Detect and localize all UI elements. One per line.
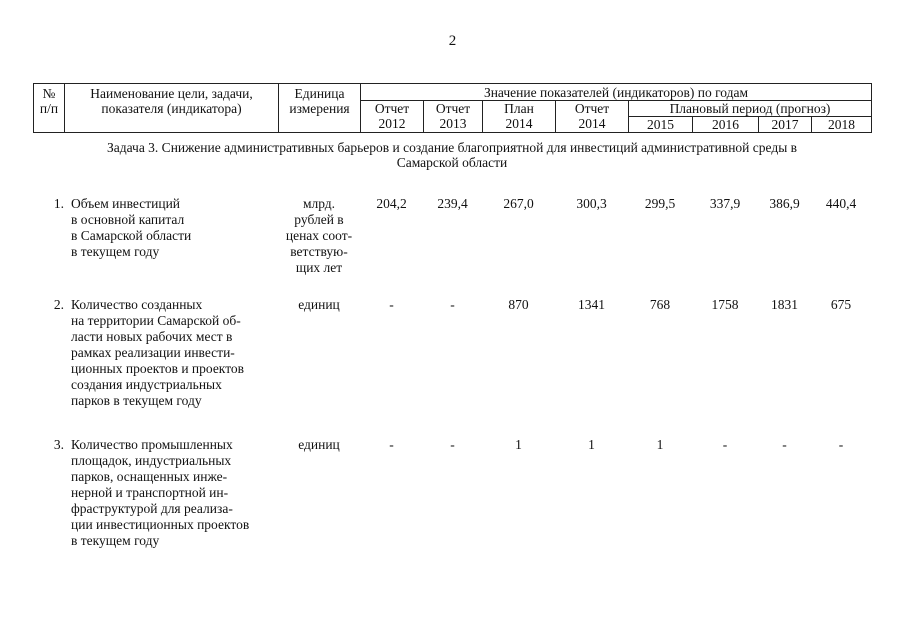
year-col-7: 2017	[759, 117, 812, 133]
value-cell: 1758	[711, 297, 739, 312]
value-cell: 300,3	[576, 196, 607, 211]
plan-period-header: Плановый период (прогноз)	[629, 101, 872, 117]
value-cell: -	[389, 437, 394, 452]
value-cell: 267,0	[503, 196, 534, 211]
row-number: 3.	[53, 437, 64, 452]
col-header-num: № п/п	[34, 84, 65, 133]
value-cell: -	[450, 437, 455, 452]
year-col-4	[556, 101, 629, 133]
year-col-2	[424, 101, 483, 133]
value-cell: 204,2	[376, 196, 407, 211]
year-label: Отчет	[374, 101, 410, 116]
value-cell: 1	[656, 437, 664, 452]
year-value: 2014	[578, 116, 606, 131]
value-cell: 337,9	[709, 196, 741, 211]
value-cell: 299,5	[644, 196, 676, 211]
year-col-3	[483, 101, 556, 133]
year-label: Отчет	[435, 101, 471, 116]
year-col-5: 2015	[629, 117, 693, 133]
value-cell: 768	[649, 297, 671, 312]
row-number: 1.	[53, 196, 64, 211]
year-label: План	[504, 101, 534, 116]
year-value: 2012	[378, 116, 406, 131]
indicator-unit: единиц	[298, 437, 340, 452]
col-header-unit: Единица измерения	[279, 84, 361, 133]
value-cell: -	[838, 437, 844, 452]
indicator-name: Количество промышленных площадок, индустриальных парков, оснащенных инже- нерной и транспортной ин- фраструктурой для реализа- ции инвестиционных проектов в текущем году	[71, 437, 250, 548]
value-cell: 440,4	[825, 196, 857, 211]
value-cell: -	[450, 297, 455, 312]
year-col-8: 2018	[812, 117, 872, 133]
indicator-unit: единиц	[298, 297, 340, 312]
col-header-values: Значение показателей (индикаторов) по годам	[361, 84, 872, 101]
year-value: 2013	[439, 116, 467, 131]
year-value: 2014	[505, 116, 533, 131]
value-cell: 1831	[771, 297, 798, 312]
value-cell: 675	[830, 297, 852, 312]
row-number: 2.	[53, 297, 64, 312]
value-cell: 239,4	[437, 196, 468, 211]
page-number: 2	[448, 33, 457, 49]
table-header	[33, 83, 872, 133]
value-cell: 1341	[578, 297, 605, 312]
value-cell: 1	[515, 437, 522, 452]
value-cell: -	[782, 437, 787, 452]
indicator-name: Количество созданных на территории Самарской об- ласти новых рабочих мест в рамках реализации инвести- ционных проектов и проектов создания индустриальных парков в текущем году	[71, 297, 245, 408]
value-cell: 870	[508, 297, 529, 312]
indicator-unit: млрд. рублей в ценах соот- ветствую- щих лет	[285, 196, 353, 275]
value-cell: 1	[588, 437, 595, 452]
col-header-name: Наименование цели, задачи, показателя (индикатора)	[65, 84, 279, 133]
indicator-name: Объем инвестиций в основной капитал в Самарской области в текущем году	[71, 196, 192, 259]
year-col-6: 2016	[693, 117, 759, 133]
value-cell: 386,9	[769, 196, 800, 211]
value-cell: -	[722, 437, 728, 452]
year-label: Отчет	[574, 101, 610, 116]
year-col-1	[361, 101, 424, 133]
value-cell: -	[389, 297, 394, 312]
task-title: Задача 3. Снижение административных барьеров и создание благоприятной для инвестиций административной среды в Самарской области	[106, 140, 798, 170]
